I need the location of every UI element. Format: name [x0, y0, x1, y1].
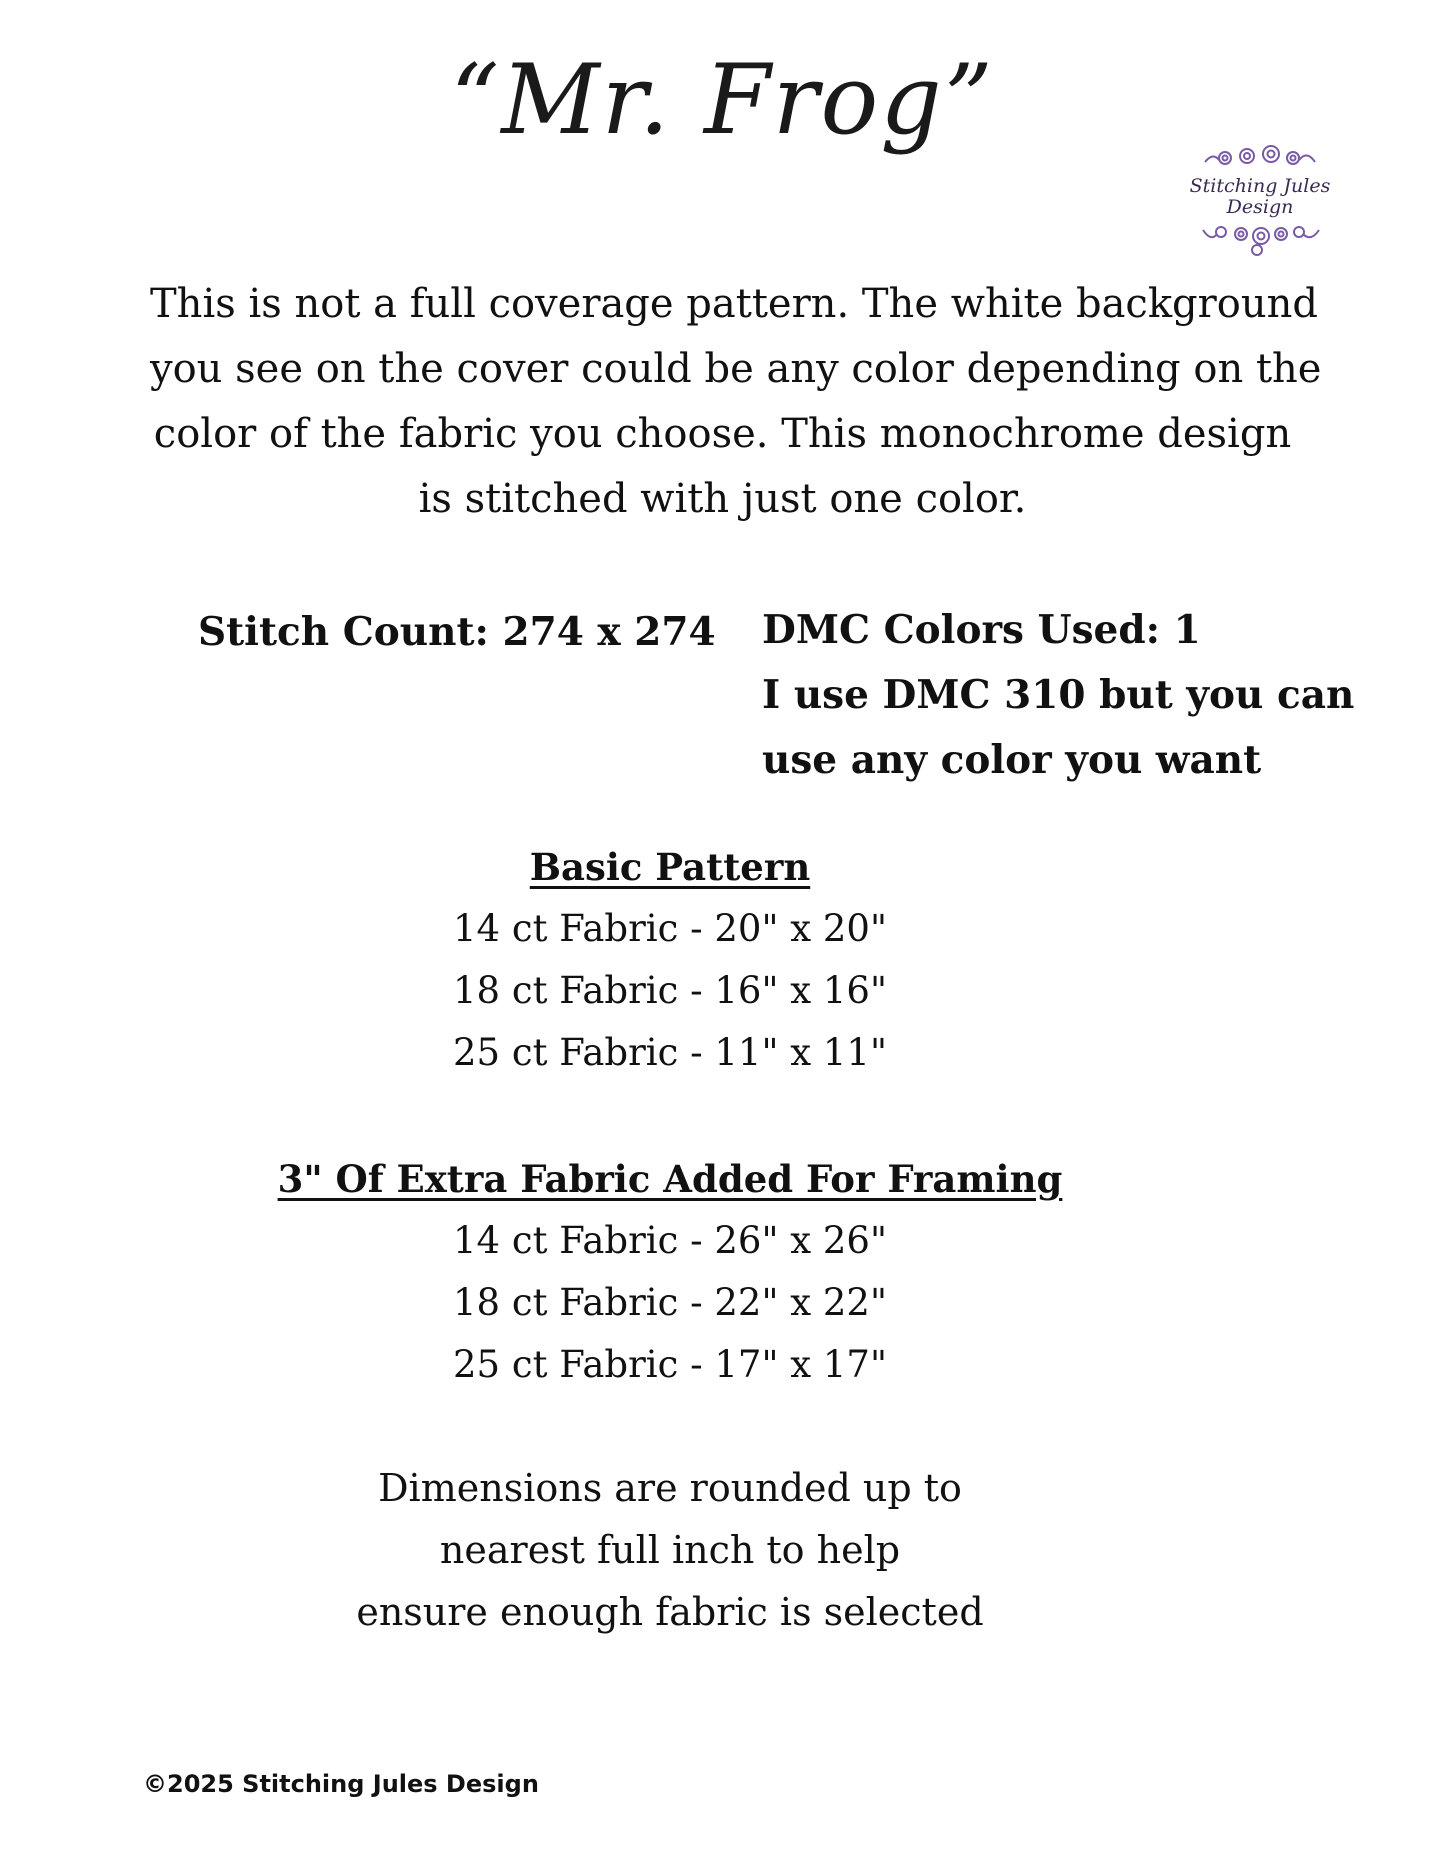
intro-line: This is not a full coverage pattern. The white background — [150, 281, 1318, 327]
fabric-size-row: 18 ct Fabric - 16" x 16" — [453, 969, 887, 1012]
dmc-colors-info — [762, 598, 1354, 793]
dmc-color-note: I use DMC 310 but you can — [762, 672, 1355, 718]
swirl-ornament-bottom-icon — [1195, 220, 1325, 258]
stitch-count: Stitch Count: 274 x 274 — [198, 609, 716, 655]
brand-logo — [1160, 140, 1360, 250]
intro-line: color of the fabric you choose. This monochrome design — [153, 411, 1292, 457]
dmc-colors-used: DMC Colors Used: 1 — [762, 607, 1201, 653]
dimensions-note-line: nearest full inch to help — [439, 1528, 901, 1572]
dmc-color-note: use any color you want — [762, 737, 1262, 783]
extra-fabric-section — [0, 1148, 1340, 1396]
intro-line: you see on the cover could be any color depending on the — [150, 346, 1322, 392]
extra-fabric-heading: 3" Of Extra Fabric Added For Framing — [277, 1157, 1063, 1201]
intro-line: is stitched with just one color. — [418, 476, 1027, 522]
dimensions-note-line: ensure enough fabric is selected — [356, 1590, 984, 1634]
fabric-size-row: 18 ct Fabric - 22" x 22" — [453, 1281, 887, 1324]
basic-pattern-heading: Basic Pattern — [529, 845, 811, 889]
copyright-notice: ©2025 Stitching Jules Design — [143, 1770, 539, 1798]
swirl-ornament-top-icon — [1195, 140, 1325, 174]
fabric-size-row: 25 ct Fabric - 11" x 11" — [453, 1031, 887, 1074]
fabric-size-row: 25 ct Fabric - 17" x 17" — [453, 1343, 887, 1386]
logo-text: Stitching Jules Design — [1189, 175, 1331, 218]
fabric-size-row: 14 ct Fabric - 26" x 26" — [453, 1219, 887, 1262]
dimensions-note — [0, 1457, 1340, 1643]
fabric-size-row: 14 ct Fabric - 20" x 20" — [453, 907, 887, 950]
basic-pattern-section — [0, 836, 1340, 1084]
page-title: “Mr. Frog” — [450, 44, 995, 156]
dimensions-note-line: Dimensions are rounded up to — [378, 1466, 962, 1510]
intro-paragraph — [150, 272, 1322, 532]
